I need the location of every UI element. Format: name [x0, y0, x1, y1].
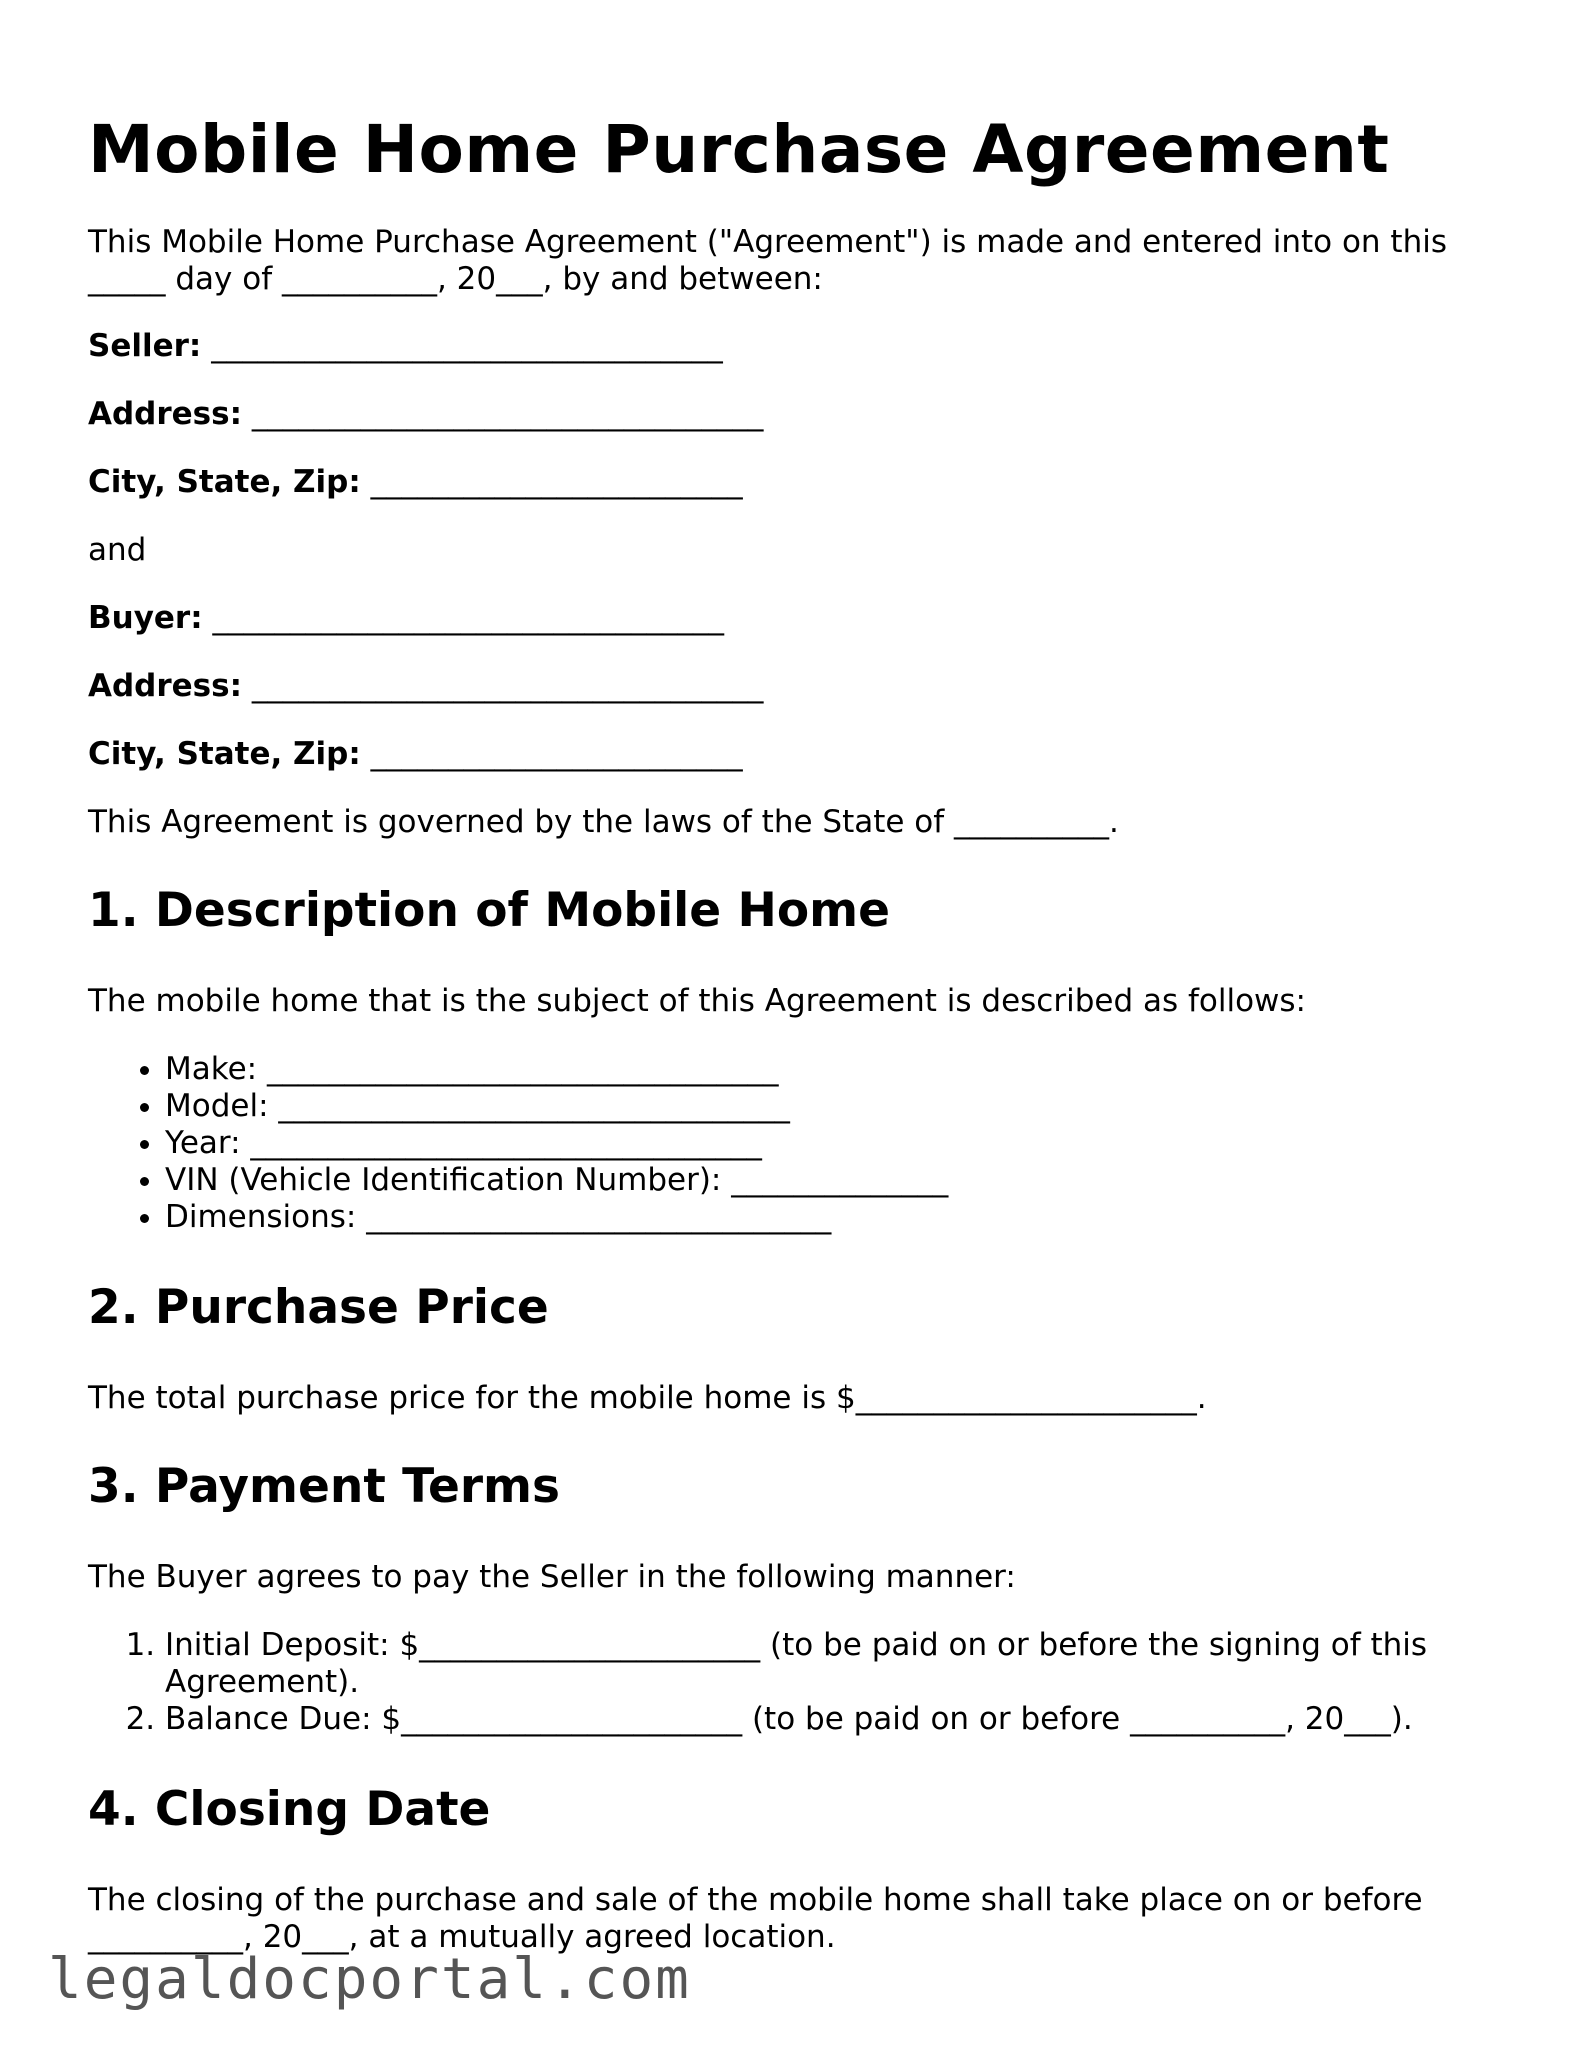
list-item: • VIN (Vehicle Identification Number): ______________ [165, 1162, 1508, 1199]
page-title: Mobile Home Purchase Agreement [88, 111, 1390, 188]
buyer-label: Buyer: [88, 600, 203, 636]
buyer-name-blank: _________________________________ [212, 600, 724, 636]
seller-name-field [88, 328, 1508, 365]
buyer-name-field [88, 600, 1508, 637]
list-item: 1. Initial Deposit: $______________________ (to be paid on or before the signing of this Agreement). [165, 1627, 1508, 1701]
seller-city-label: City, State, Zip: [88, 464, 361, 500]
list-item: • Model: _________________________________ [165, 1088, 1508, 1125]
description-list [88, 1051, 1508, 1236]
seller-name-blank: _________________________________ [211, 328, 723, 364]
seller-address-blank: _________________________________ [251, 396, 764, 432]
section-description-text: The mobile home that is the subject of this Agreement is described as follows: [88, 983, 1307, 1019]
intro-paragraph: This Mobile Home Purchase Agreement ("Agreement") is made and entered into on this _____ day of __________, 20___, by and between: [88, 224, 1447, 297]
section-closing-heading: 4. Closing Date [88, 1782, 491, 1837]
buyer-address-field [88, 668, 1508, 705]
list-item: • Dimensions: ______________________________ [165, 1199, 1508, 1236]
seller-address-field [88, 396, 1508, 433]
seller-address-label: Address: [88, 396, 242, 432]
buyer-city-blank: ________________________ [370, 736, 743, 772]
document-page [88, 110, 1508, 1987]
list-item: • Year: _________________________________ [165, 1125, 1508, 1162]
payment-list [88, 1627, 1508, 1738]
section-payment-text: The Buyer agrees to pay the Seller in the following manner: [88, 1559, 1016, 1595]
section-price-text: The total purchase price for the mobile home is $______________________. [88, 1380, 1207, 1416]
buyer-city-field [88, 736, 1508, 773]
and-text: and [88, 532, 147, 568]
buyer-address-blank: _________________________________ [251, 668, 764, 704]
section-description-heading: 1. Description of Mobile Home [88, 883, 891, 938]
governing-law-paragraph: This Agreement is governed by the laws of the State of __________. [88, 804, 1119, 840]
section-closing-text: The closing of the purchase and sale of the mobile home shall take place on or before __________, 20___, at a mutually agreed location. [88, 1882, 1423, 1955]
list-item: 2. Balance Due: $______________________ (to be paid on or before __________, 20___). [165, 1701, 1508, 1738]
section-payment-heading: 3. Payment Terms [88, 1459, 560, 1514]
seller-city-field [88, 464, 1508, 501]
seller-label: Seller: [88, 328, 202, 364]
section-price-heading: 2. Purchase Price [88, 1280, 549, 1335]
seller-city-blank: ________________________ [370, 464, 743, 500]
buyer-address-label: Address: [88, 668, 242, 704]
list-item: • Make: _________________________________ [165, 1051, 1508, 1088]
buyer-city-label: City, State, Zip: [88, 736, 361, 772]
watermark: legaldocportal.com [48, 1947, 691, 2012]
